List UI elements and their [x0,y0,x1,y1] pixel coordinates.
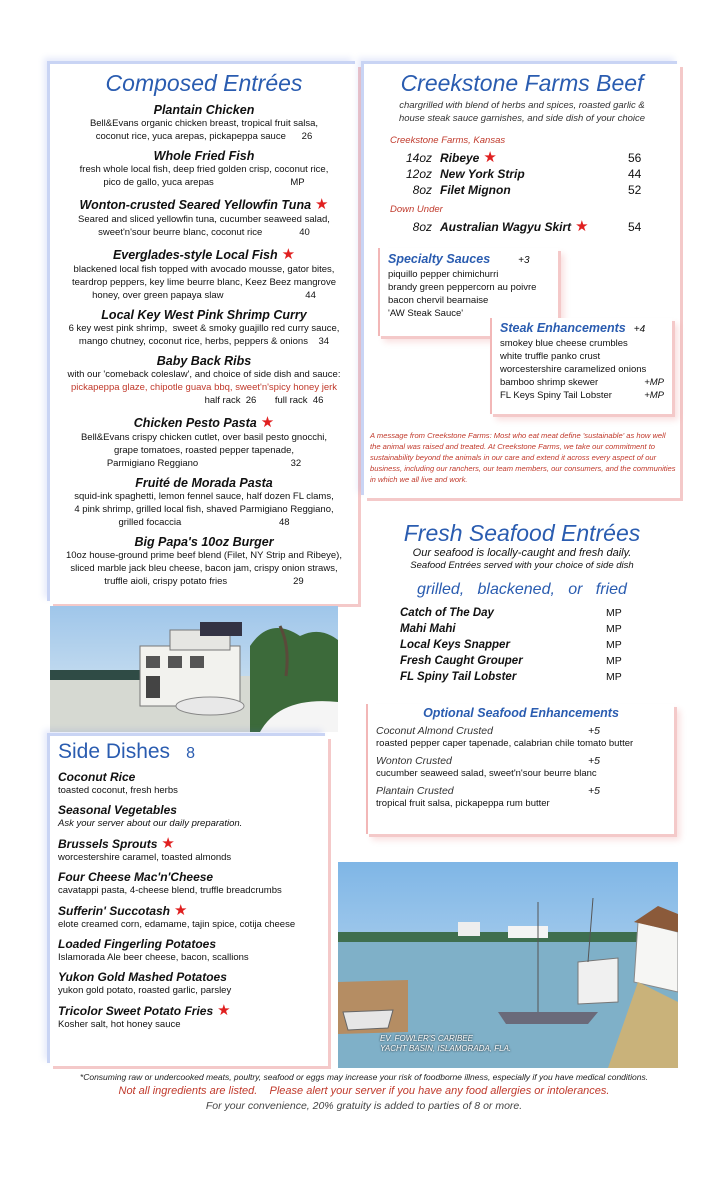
seafood-sub2: Seafood Entrées served with your choice of side dish [410,560,634,571]
entree-name-text: Everglades-style Local Fish [112,248,278,262]
seafood-price: MP [606,623,622,635]
side-name-text: Tricolor Sweet Potato Fries [58,1004,214,1018]
red-star-icon: ★ [281,246,296,263]
seafood-name: Catch of The Day [400,607,494,619]
entree-name [56,195,352,213]
composed-title: Composed Entrées [105,70,303,96]
sauces-title: Specialty Sauces [388,252,491,266]
opt-name: Plantain Crusted [376,785,454,797]
entree-name [56,476,352,490]
red-star-icon: ★ [483,149,497,166]
entree-name-text: Baby Back Ribs [156,354,252,368]
steak-name-text: Australian Wagyu Skirt [440,220,572,234]
enhancement-item [500,350,664,363]
opt-title: Optional Seafood Enhancements [423,706,619,720]
side-desc: Ask your server about our daily preparation. [58,818,243,829]
seafood-name: FL Spiny Tail Lobster [400,671,517,683]
entree-desc: 10oz house-ground prime beef blend (Filet, NY Strip and Ribeye), [65,550,342,561]
beef-subtitle-line: house steak sauce garnishes, and side dish of your choice [398,113,646,124]
side-name-text: Four Cheese Mac'n'Cheese [58,870,214,884]
red-star-icon: ★ [575,218,589,235]
opt-desc: roasted pepper caper tapenade, calabrian chile tomato butter [376,738,634,749]
side-name [58,1003,320,1019]
steak-name [440,150,620,166]
opt-price: +5 [588,785,600,797]
steak-name-text: Ribeye [440,151,480,165]
steak-size: 12oz [405,167,432,181]
creekstone-message: A message from Creekstone Farms: Most who eat meat define 'sustainable' as how well the animal was raised and treated. At Creekstone Farms, we take our commitment to sustainability beyond the animals in our care and extend it across every aspect of our business, including our ranchers, our team members, our consumers, and the communities in which we all live and work. [370,431,676,484]
red-star-icon: ★ [217,1002,231,1019]
sauce-item: bacon chervil bearnaise [388,295,489,306]
entree-name-text: Whole Fried Fish [153,149,255,163]
sauces-list [388,268,550,320]
entree-desc: Seared and sliced yellowfin tuna, cucumber seaweed salad, [78,214,330,225]
side-name [58,870,320,885]
enhancement-item [500,376,664,389]
seafood-price: MP [606,671,622,683]
steak-row [364,219,680,235]
entree-name [56,245,352,263]
side-name-text: Loaded Fingerling Potatoes [58,937,217,951]
entree-name [56,308,352,322]
footer-gratuity: For your convenience, 20% gratuity is added to parties of 8 or more. [205,1100,523,1112]
steak-size: 14oz [405,151,432,165]
side-desc: cavatappi pasta, 4-cheese blend, truffle breadcrumbs [58,885,282,896]
seafood-sub1: Our seafood is locally-caught and fresh daily. [412,547,632,559]
sauce-item: 'AW Steak Sauce' [388,308,464,319]
kansas-list [364,150,680,198]
enhancement-name: white truffle panko crust [500,351,601,362]
postcard-caption [380,1034,511,1054]
side-dishes-card [50,736,328,1066]
enhancement-name: bamboo shrimp skewer [500,377,599,388]
side-name [58,970,320,985]
steak-price: 54 [628,220,642,234]
enh-list [500,337,664,402]
composed-entrees-card [50,64,358,604]
enhancement-name: smokey blue cheese crumbles [500,338,628,349]
opt-price: +5 [588,725,600,737]
entree-desc: 4 pink shrimp, grilled local fish, shaved Parmigiano Reggiano, [74,504,334,515]
entree-desc: mango chutney, coconut rice, herbs, peppers & onions 34 [78,336,330,347]
entree-name [56,354,352,368]
seafood-item [364,669,680,685]
side-name [58,836,320,852]
red-star-icon: ★ [260,414,275,431]
entree-desc: grilled focaccia 48 [118,517,290,528]
sides-price: 8 [186,745,195,762]
seafood-item [364,653,680,669]
enhancement-price: +MP [644,390,664,401]
entree-name-text: Wonton-crusted Seared Yellowfin Tuna [79,198,312,212]
beef-subtitle [364,99,680,125]
steak-price: 44 [628,167,642,181]
side-name-text: Sufferin' Succotash [58,904,170,918]
entree-name-text: Plantain Chicken [153,103,255,117]
seafood-title: Fresh Seafood Entrées [403,520,641,546]
seafood-section [364,516,680,696]
seafood-name: Mahi Mahi [400,623,456,635]
seafood-name: Fresh Caught Grouper [400,655,523,667]
beef-subtitle-line: chargrilled with blend of herbs and spices, roasted garlic & [399,100,645,111]
down-under-label: Down Under [390,204,443,215]
side-name-text: Brussels Sprouts [58,837,158,851]
seafood-item [364,637,680,653]
enhancement-price: +MP [644,377,664,388]
entree-desc: honey, over green papaya slaw 44 [92,290,316,301]
entree-desc: sliced marble jack bleu cheese, bacon jam, crispy onion straws, [70,563,338,574]
steak-name-text: New York Strip [440,167,525,181]
side-desc: Islamorada Ale beer cheese, bacon, scallions [58,952,249,963]
down-under-list [364,219,680,235]
side-name-text: Yukon Gold Mashed Potatoes [58,970,227,984]
red-star-icon: ★ [174,902,188,919]
steak-name [440,166,620,182]
enhancement-name: FL Keys Spiny Tail Lobster [500,390,612,401]
entree-name-text: Big Papa's 10oz Burger [134,535,274,549]
opt-item-header [376,754,666,768]
seafood-list [364,605,680,685]
entree-desc: sweet'n'sour beurre blanc, coconut rice 40 [98,227,310,238]
entree-name [56,413,352,431]
enhancement-item [500,389,664,402]
steak-row [364,182,680,198]
steak-price: 52 [628,183,642,197]
enh-title: Steak Enhancements [500,321,626,335]
sauce-item: piquillo pepper chimichurri [388,269,499,280]
side-desc: Kosher salt, hot honey sauce [58,1019,181,1030]
seafood-price: MP [606,655,622,667]
opt-desc: tropical fruit salsa, pickapeppa rum butter [376,798,550,809]
entree-desc: blackened local fish topped with avocado mousse, gator bites, [73,264,335,275]
footer [0,1072,728,1112]
opt-price: +5 [588,755,600,767]
entree-name [56,103,352,117]
enhancement-item [500,337,664,350]
entree-name [56,535,352,549]
steak-enhancements-box [490,318,672,414]
entree-sauce-options: pickapeppa glaze, chipotle guava bbq, sweet'n'spicy honey jerk [70,382,338,393]
seafood-item [364,605,680,621]
postcard-caption-line: YACHT BASIN, ISLAMORADA, FLA. [380,1044,512,1053]
footer-disclaimer: *Consuming raw or undercooked meats, poultry, seafood or eggs may increase your risk of foodborne illness, especially if you have medical conditions. [79,1072,649,1082]
entree-name-text: Fruité de Morada Pasta [135,476,273,490]
steak-size: 8oz [412,220,432,234]
steak-name [440,219,620,235]
sauce-item: brandy green peppercorn au poivre [388,282,537,293]
footer-allergy: Not all ingredients are listed. Please alert your server if you have any food allergies or intolerances. [118,1085,610,1097]
old-building-photo [50,606,338,732]
steak-size: 8oz [412,183,432,197]
entree-desc: Bell&Evans crispy chicken cutlet, over basil pesto gnocchi, [80,432,328,443]
opt-item-header [376,724,666,738]
entree-name [56,149,352,163]
seafood-enhancements-box [366,704,674,834]
seafood-price: MP [606,607,622,619]
side-name [58,803,320,818]
side-name [58,770,320,785]
enhancement-item [500,363,664,376]
yacht-basin-postcard [338,862,678,1068]
side-name-text: Coconut Rice [58,770,136,784]
side-desc: yukon gold potato, roasted garlic, parsley [58,985,232,996]
sides-list [58,770,320,1031]
entree-price: half rack 26 full rack 46 [204,395,324,406]
entree-name-text: Chicken Pesto Pasta [133,416,257,430]
opt-name: Coconut Almond Crusted [376,725,493,737]
beef-title: Creekstone Farms Beef [400,70,644,96]
entree-desc: Parmigiano Reggiano 32 [106,458,302,469]
entree-desc: pico de gallo, yuca arepas MP [103,177,305,188]
enh-price: +4 [633,324,646,335]
enhancement-name: worcestershire caramelized onions [500,364,647,375]
side-name [58,903,320,919]
opt-list [376,724,666,810]
entree-desc: squid-ink spaghetti, lemon fennel sauce, half dozen FL clams, [74,491,334,502]
entree-desc: teardrop peppers, key lime beurre blanc, Keez Beez mangrove [71,277,337,288]
steak-row [364,150,680,166]
steak-name [440,182,620,198]
steak-price: 56 [628,151,642,165]
entree-desc: truffle aioli, crispy potato fries 29 [104,576,304,587]
entree-desc: fresh whole local fish, deep fried golden crisp, coconut rice, [79,164,329,175]
entree-desc: grape tomatoes, roasted pepper tapenade, [113,445,295,456]
postcard-caption-line: EV. FOWLER'S CARIBEE [380,1034,473,1043]
red-star-icon: ★ [161,835,175,852]
steak-name-text: Filet Mignon [440,183,511,197]
entree-desc: Bell&Evans organic chicken breast, tropical fruit salsa, [89,118,319,129]
kansas-label: Creekstone Farms, Kansas [390,135,506,146]
side-desc: toasted coconut, fresh herbs [58,785,178,796]
side-desc: elote creamed corn, edamame, tajin spice, cotija cheese [58,919,296,930]
seafood-styles: grilled, blackened, or fried [417,581,627,598]
seafood-price: MP [606,639,622,651]
seafood-item [364,621,680,637]
sauces-price: +3 [518,255,530,266]
entree-desc: with our 'comeback coleslaw', and choice of side dish and sauce: [67,369,341,380]
side-name [58,937,320,952]
red-star-icon: ★ [315,196,329,213]
sides-title: Side Dishes [58,740,171,763]
steak-row [364,166,680,182]
side-desc: worcestershire caramel, toasted almonds [58,852,232,863]
seafood-name: Local Keys Snapper [400,639,510,651]
composed-list [50,103,358,588]
entree-desc: coconut rice, yuca arepas, pickapeppa sauce 26 [95,131,313,142]
entree-name-text: Local Key West Pink Shrimp Curry [101,308,307,322]
side-name-text: Seasonal Vegetables [58,803,177,817]
opt-name: Wonton Crusted [376,755,452,767]
opt-desc: cucumber seaweed salad, sweet'n'sour beurre blanc [376,768,597,779]
opt-item-header [376,784,666,798]
entree-desc: 6 key west pink shrimp, sweet & smoky guajillo red curry sauce, [68,323,340,334]
